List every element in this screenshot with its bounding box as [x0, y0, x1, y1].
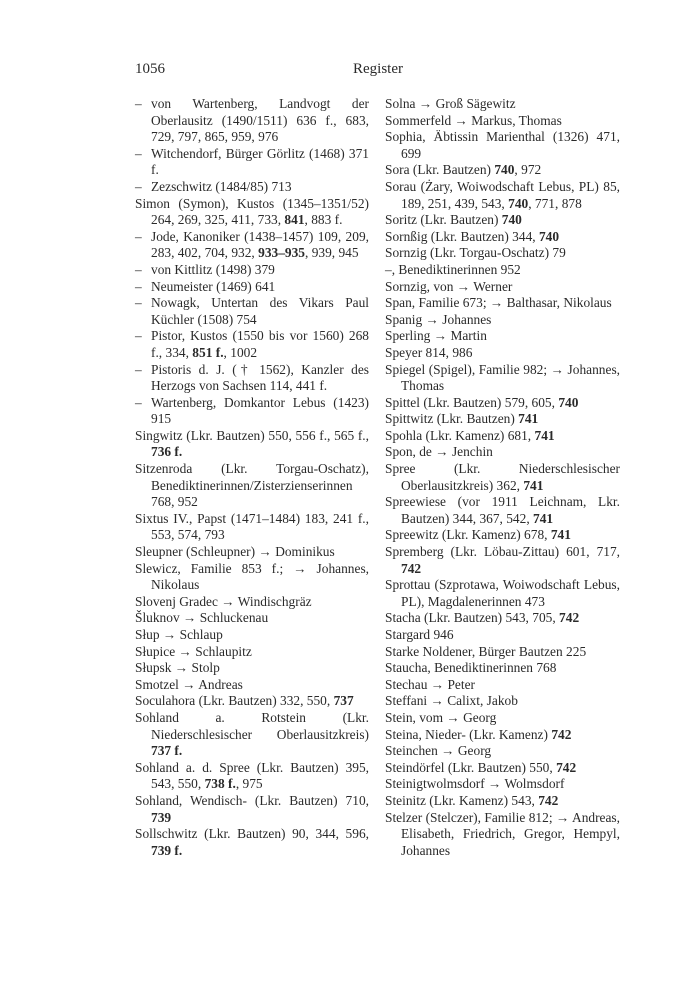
- index-entry: – Pistoris d. J. († 1562), Kanzler des Herzogs von Sachsen 114, 441 f.: [135, 361, 369, 394]
- index-entry: Sohland a. d. Spree (Lkr. Bautzen) 395, 543, 550, 738 f., 975: [135, 759, 369, 792]
- index-entry: Spittwitz (Lkr. Bautzen) 741: [385, 411, 539, 427]
- index-entry: Slewicz, Familie 853 f.; → Johannes, Nikolaus: [135, 560, 369, 593]
- index-entry: Spremberg (Lkr. Löbau-Zittau) 601, 717, 742: [385, 544, 620, 576]
- index-entry: Solna → Groß Sägewitz: [385, 96, 516, 111]
- index-entry: Sommerfeld → Markus, Thomas: [385, 112, 562, 128]
- index-entry: Sornzig, von → Werner: [385, 278, 513, 294]
- index-entry: Stein, vom → Georg: [385, 709, 497, 725]
- index-entry: Soritz (Lkr. Bautzen) 740: [385, 212, 522, 228]
- index-entry: Sornzig (Lkr. Torgau-Oschatz) 79: [385, 245, 566, 261]
- index-entry: – von Wartenberg, Landvogt der Oberlausitz (1490/1511) 636 f., 683, 729, 797, 865, 959, 976: [135, 96, 369, 145]
- index-entry: Sophia, Äbtissin Marienthal (1326) 471, 699: [385, 129, 620, 161]
- index-entry: Sleupner (Schleupner) → Dominikus: [135, 544, 335, 560]
- index-entry: – Jode, Kanoniker (1438–1457) 109, 209, 283, 402, 704, 932, 933–935, 939, 945: [135, 228, 369, 261]
- index-entry: – Zezschwitz (1484/85) 713: [135, 178, 292, 194]
- index-entry: Singwitz (Lkr. Bautzen) 550, 556 f., 565 f., 736 f.: [135, 427, 369, 460]
- index-entry: Sornßig (Lkr. Bautzen) 344, 740: [385, 228, 560, 244]
- index-entry: Sixtus IV., Papst (1471–1484) 183, 241 f., 553, 574, 793: [135, 510, 369, 543]
- index-entry: Starke Noldener, Bürger Bautzen 225: [385, 643, 587, 659]
- index-entry: – Pistor, Kustos (1550 bis vor 1560) 268 f., 334, 851 f., 1002: [135, 328, 369, 360]
- index-entry: Spon, de → Jenchin: [385, 444, 493, 460]
- index-entry: Stargard 946: [385, 627, 454, 642]
- index-entry: – Witchendorf, Bürger Görlitz (1468) 371 f.: [135, 145, 369, 178]
- index-entry: – Wartenberg, Domkantor Lebus (1423) 915: [135, 394, 369, 427]
- page-number: 1056: [135, 61, 165, 77]
- index-entry: Stechau → Peter: [385, 676, 475, 692]
- index-entry: Słupsk → Stolp: [135, 660, 220, 676]
- index-entry: Spiegel (Spigel), Familie 982; → Johannes, Thomas: [385, 361, 620, 394]
- index-entry: Span, Familie 673; → Balthasar, Nikolaus: [385, 295, 612, 311]
- index-entry: –, Benediktinerinnen 952: [385, 261, 521, 277]
- index-entry: Steinigtwolmsdorf → Wolmsdorf: [385, 776, 565, 792]
- index-entry: Sitzenroda (Lkr. Torgau-Oschatz), Benediktinerinnen/Zisterzienserinnen 768, 952: [135, 461, 369, 510]
- index-entry: Sollschwitz (Lkr. Bautzen) 90, 344, 596, 739 f.: [135, 826, 369, 858]
- index-entry: Steindörfel (Lkr. Bautzen) 550, 742: [385, 759, 577, 775]
- index-entry: Stacha (Lkr. Bautzen) 543, 705, 742: [385, 610, 580, 626]
- index-entry: Sorau (Żary, Woiwodschaft Lebus, PL) 85, 189, 251, 439, 543, 740, 771, 878: [385, 178, 620, 211]
- index-entry: Staucha, Benediktinerinnen 768: [385, 660, 557, 676]
- index-entry: – von Kittlitz (1498) 379: [135, 261, 275, 277]
- index-entry: Sora (Lkr. Bautzen) 740, 972: [385, 162, 542, 178]
- index-entry: – Nowagk, Untertan des Vikars Paul Küchler (1508) 754: [135, 295, 369, 327]
- index-entry: Sohland a. Rotstein (Lkr. Niederschlesischer Oberlausitzkreis) 737 f.: [135, 709, 369, 759]
- index-entry: Sohland, Wendisch- (Lkr. Bautzen) 710, 739: [135, 792, 369, 825]
- index-entry: Speyer 814, 986: [385, 344, 473, 360]
- index-entry: – Neumeister (1469) 641: [135, 278, 276, 294]
- index-entry: Słupice → Schlaupitz: [135, 643, 252, 659]
- index-column-left: [135, 96, 369, 859]
- index-column-right: [385, 96, 620, 859]
- index-entry: Spohla (Lkr. Kamenz) 681, 741: [385, 427, 555, 443]
- index-entry: Steinitz (Lkr. Kamenz) 543, 742: [385, 792, 559, 808]
- index-entry: Sperling → Martin: [385, 328, 487, 344]
- index-entry: Stelzer (Stelczer), Familie 812; → Andreas, Elisabeth, Friedrich, Gregor, Hempyl, Johannes: [385, 809, 620, 858]
- index-entry: Spanig → Johannes: [385, 311, 492, 327]
- index-entry: Steina, Nieder- (Lkr. Kamenz) 742: [385, 726, 572, 742]
- index-entry: Steffani → Calixt, Jakob: [385, 693, 518, 709]
- index-entry: Šluknov → Schluckenau: [135, 610, 269, 626]
- index-entry: Spittel (Lkr. Bautzen) 579, 605, 740: [385, 394, 579, 410]
- index-entry: Slovenj Gradec → Windischgräz: [135, 593, 312, 609]
- index-entry: Steinchen → Georg: [385, 743, 492, 759]
- index-entry: Spreewitz (Lkr. Kamenz) 678, 741: [385, 527, 571, 543]
- index-entry: Spreewiese (vor 1911 Leichnam, Lkr. Bautzen) 344, 367, 542, 741: [385, 494, 620, 526]
- index-entry: Słup → Schlaup: [135, 627, 223, 642]
- index-entry: Sprottau (Szprotawa, Woiwodschaft Lebus, PL), Magdalenerinnen 473: [385, 577, 620, 609]
- index-entry: Smotzel → Andreas: [135, 676, 243, 692]
- index-entry: Spree (Lkr. Niederschlesischer Oberlausitzkreis) 362, 741: [385, 461, 620, 493]
- index-entry: Soculahora (Lkr. Bautzen) 332, 550, 737: [135, 693, 354, 709]
- running-title: Register: [353, 61, 403, 77]
- index-entry: Simon (Symon), Kustos (1345–1351/52) 264, 269, 325, 411, 733, 841, 883 f.: [135, 195, 369, 228]
